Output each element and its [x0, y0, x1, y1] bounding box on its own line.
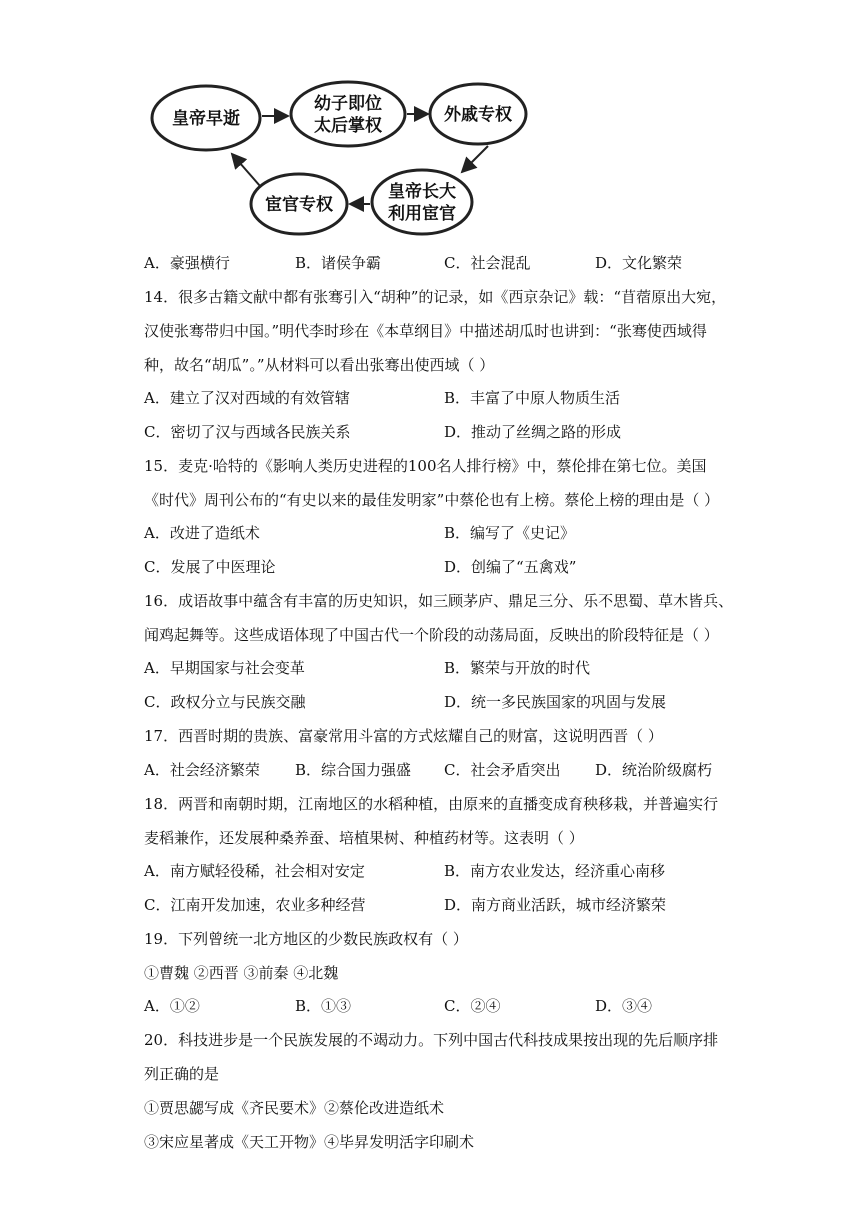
q16-option-b[interactable]: B．繁荣与开放的时代: [444, 659, 591, 677]
q14-option-a[interactable]: A．建立了汉对西域的有效管辖: [144, 389, 350, 407]
q18-stem-line-2: 麦稻兼作，还发展种桑养蚕、培植果树、种植药材等。这表明（ ）: [144, 829, 584, 847]
node-emperor-grows-up-line2: 利用宦官: [388, 204, 456, 224]
q20-stem-line-3: ①贾思勰写成《齐民要术》②蔡伦改进造纸术: [144, 1099, 445, 1117]
q16-option-d[interactable]: D．统一多民族国家的巩固与发展: [444, 693, 667, 711]
q15-option-b[interactable]: B．编写了《史记》: [444, 524, 576, 542]
cycle-diagram-svg: [140, 74, 520, 244]
q19-stem-line-1: 19．下列曾统一北方地区的少数民族政权有（ ）: [144, 930, 468, 948]
q15-option-c[interactable]: C．发展了中医理论: [144, 558, 276, 576]
node-child-enthroned-line1: 幼子即位: [314, 94, 382, 114]
q18-option-a[interactable]: A．南方赋轻役稀，社会相对安定: [144, 862, 365, 880]
arrow-3-to-4: [462, 146, 488, 172]
q13-option-b[interactable]: B．诸侯争霸: [295, 254, 382, 272]
arrow-5-to-1: [232, 154, 260, 186]
q17-option-b[interactable]: B．综合国力强盛: [295, 761, 412, 779]
cycle-diagram: [140, 74, 520, 244]
q17-option-a[interactable]: A．社会经济繁荣: [144, 761, 260, 779]
q17-stem-line-1: 17．西晋时期的贵族、富豪常用斗富的方式炫耀自己的财富，这说明西晋（ ）: [144, 727, 663, 745]
q18-stem-line-1: 18．两晋和南朝时期，江南地区的水稻种植，由原来的直播变成育秧移栽，并普遍实行: [144, 795, 719, 813]
q14-option-c[interactable]: C．密切了汉与西域各民族关系: [144, 423, 351, 441]
q13-option-c[interactable]: C．社会混乱: [444, 254, 531, 272]
node-child-enthroned: [291, 82, 405, 146]
q14-option-d[interactable]: D．推动了丝绸之路的形成: [444, 423, 622, 441]
q14-stem-line-3: 种，故名“胡瓜”。”从材料可以看出张骞出使西域（ ）: [144, 356, 495, 374]
q20-stem-line-2: 列正确的是: [144, 1065, 220, 1083]
q14-stem-line-1: 14．很多古籍文献中都有张骞引入“胡种”的记录，如《西京杂记》载：“苜蓿原出大宛，: [144, 288, 727, 306]
q18-option-d[interactable]: D．南方商业活跃，城市经济繁荣: [444, 896, 667, 914]
q18-option-b[interactable]: B．南方农业发达，经济重心南移: [444, 862, 666, 880]
q20-stem-line-4: ③宋应星著成《天工开物》④毕昇发明活字印刷术: [144, 1133, 475, 1151]
q15-stem-line-1: 15．麦克·哈特的《影响人类历史进程的100名人排行榜》中，蔡伦排在第七位。美国: [144, 457, 707, 475]
node-emperor-grows-up-line1: 皇帝长大: [388, 182, 456, 202]
q15-option-a[interactable]: A．改进了造纸术: [144, 524, 260, 542]
q16-option-a[interactable]: A．早期国家与社会变革: [144, 659, 305, 677]
q14-option-b[interactable]: B．丰富了中原人物质生活: [444, 389, 621, 407]
node-emperor-early-death-label: 皇帝早逝: [172, 109, 240, 129]
node-emperor-grows-up: [372, 170, 472, 234]
node-child-enthroned-line2: 太后掌权: [314, 116, 382, 136]
q16-stem-line-1: 16．成语故事中蕴含有丰富的历史知识，如三顾茅庐、鼎足三分、乐不思蜀、草木皆兵、: [144, 592, 734, 610]
q13-option-d[interactable]: D．文化繁荣: [595, 254, 683, 272]
q15-stem-line-2: 《时代》周刊公布的“有史以来的最佳发明家”中蔡伦也有上榜。蔡伦上榜的理由是（ ）: [144, 491, 720, 509]
node-eunuch-power: [251, 174, 347, 234]
q17-option-d[interactable]: D．统治阶级腐朽: [595, 761, 713, 779]
q20-stem-line-1: 20．科技进步是一个民族发展的不竭动力。下列中国古代科技成果按出现的先后顺序排: [144, 1031, 719, 1049]
q19-option-a[interactable]: A．①②: [144, 997, 200, 1015]
q19-option-d[interactable]: D．③④: [595, 997, 653, 1015]
q19-stem-line-2: ①曹魏 ②西晋 ③前秦 ④北魏: [144, 964, 339, 982]
q16-stem-line-2: 闻鸡起舞等。这些成语体现了中国古代一个阶段的动荡局面，反映出的阶段特征是（ ）: [144, 626, 719, 644]
node-consort-clan-power: [430, 84, 526, 144]
q15-option-d[interactable]: D．创编了“五禽戏”: [444, 558, 577, 576]
q18-option-c[interactable]: C．江南开发加速，农业多种经营: [144, 896, 366, 914]
node-eunuch-power-label: 宦官专权: [265, 195, 333, 215]
q17-option-c[interactable]: C．社会矛盾突出: [444, 761, 561, 779]
q14-stem-line-2: 汉使张骞带归中国。”明代李时珍在《本草纲目》中描述胡瓜时也讲到：“张骞使西域得: [144, 322, 707, 340]
node-emperor-early-death: [152, 86, 260, 150]
q19-option-c[interactable]: C．②④: [444, 997, 501, 1015]
q19-option-b[interactable]: B．①③: [295, 997, 352, 1015]
node-consort-clan-power-label: 外戚专权: [444, 105, 512, 125]
q13-option-a[interactable]: A．豪强横行: [144, 254, 230, 272]
q16-option-c[interactable]: C．政权分立与民族交融: [144, 693, 306, 711]
